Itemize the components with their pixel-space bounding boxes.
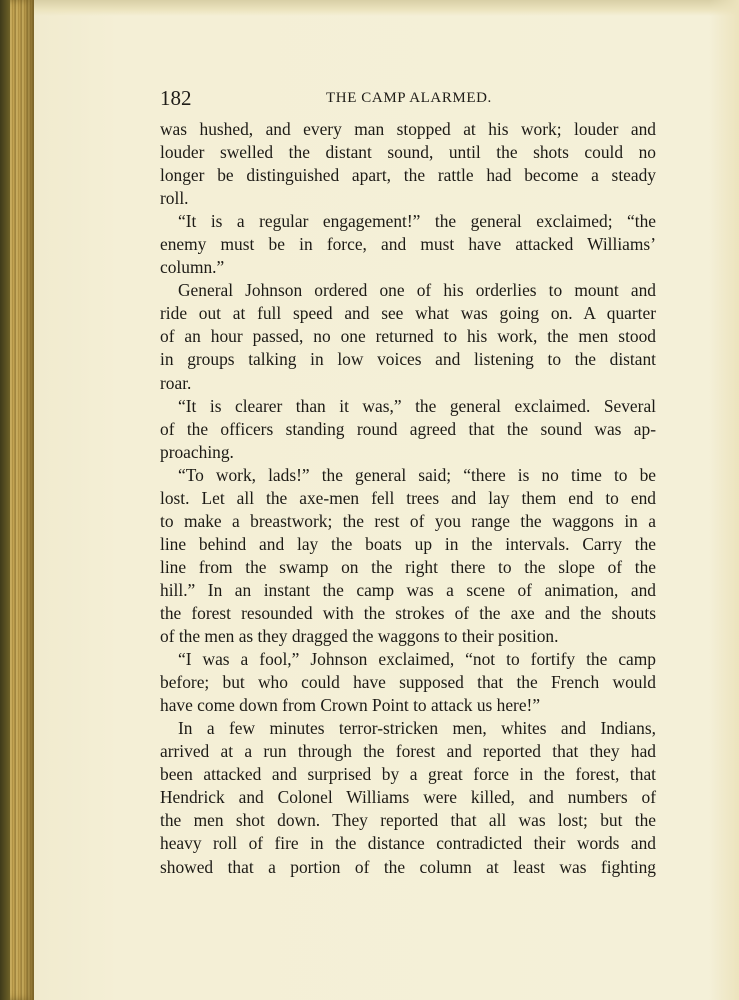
text-line: “To work, lads!” the general said; “there is no time to be [178,464,656,485]
text-line: proaching. [160,441,234,462]
text-line: the forest resounded with the strokes of the axe and the shouts [160,602,656,623]
text-line: have come down from Crown Point to attack us here!” [160,695,541,716]
text-line: line behind and lay the boats up in the intervals. Carry the [160,533,656,554]
text-line: to make a breastwork; the rest of you range the waggons in a [160,510,656,531]
text-line: before; but who could have supposed that the French would [160,672,656,693]
text-line: Hendrick and Colonel Williams were killed, and numbers of [160,787,656,808]
page-header [160,86,655,112]
page-top-edge [34,0,739,16]
text-line: hill.” In an instant the camp was a scene of animation, and [160,579,656,600]
running-head: THE CAMP ALARMED. [326,90,492,106]
text-line: been attacked and surprised by a great force in the forest, that [160,764,656,785]
text-line: ride out at full speed and see what was going on. A quarter [160,303,656,324]
text-line: in groups talking in low voices and listening to the distant [160,349,656,370]
text-line: louder swelled the distant sound, until the shots could no [160,142,656,163]
text-line: enemy must be in force, and must have attacked Williams’ [160,234,656,255]
body-text [160,118,656,879]
text-line: longer be distinguished apart, the rattle had become a steady [160,165,656,186]
text-line: “It is clearer than it was,” the general exclaimed. Several [178,395,656,416]
text-line: heavy roll of fire in the distance contradicted their words and [160,833,656,854]
text-line: arrived at a run through the forest and reported that they had [160,741,656,762]
text-line: showed that a portion of the column at least was fighting [160,856,656,877]
text-line: roll. [160,188,189,209]
text-line: In a few minutes terror-stricken men, whites and Indians, [178,718,656,739]
book-spine-shadow [0,0,10,1000]
text-line: column.” [160,257,225,278]
text-line: “It is a regular engagement!” the general exclaimed; “the [178,211,656,232]
text-line: lost. Let all the axe-men fell trees and lay them end to end [160,487,656,508]
page-right-edge [709,0,739,1000]
text-line: General Johnson ordered one of his orderlies to mount and [178,280,656,301]
text-line: line from the swamp on the right there to the slope of the [160,556,656,577]
text-line: of the officers standing round agreed that the sound was ap- [160,418,656,439]
text-line: of the men as they dragged the waggons to their position. [160,626,559,647]
text-line: was hushed, and every man stopped at his work; louder and [160,119,656,139]
page-number: 182 [160,86,192,110]
text-line: roar. [160,372,192,393]
text-line: of an hour passed, no one returned to his work, the men stood [160,326,656,347]
text-line: “I was a fool,” Johnson exclaimed, “not to fortify the camp [178,649,656,670]
text-line: the men shot down. They reported that all was lost; but the [160,810,656,831]
